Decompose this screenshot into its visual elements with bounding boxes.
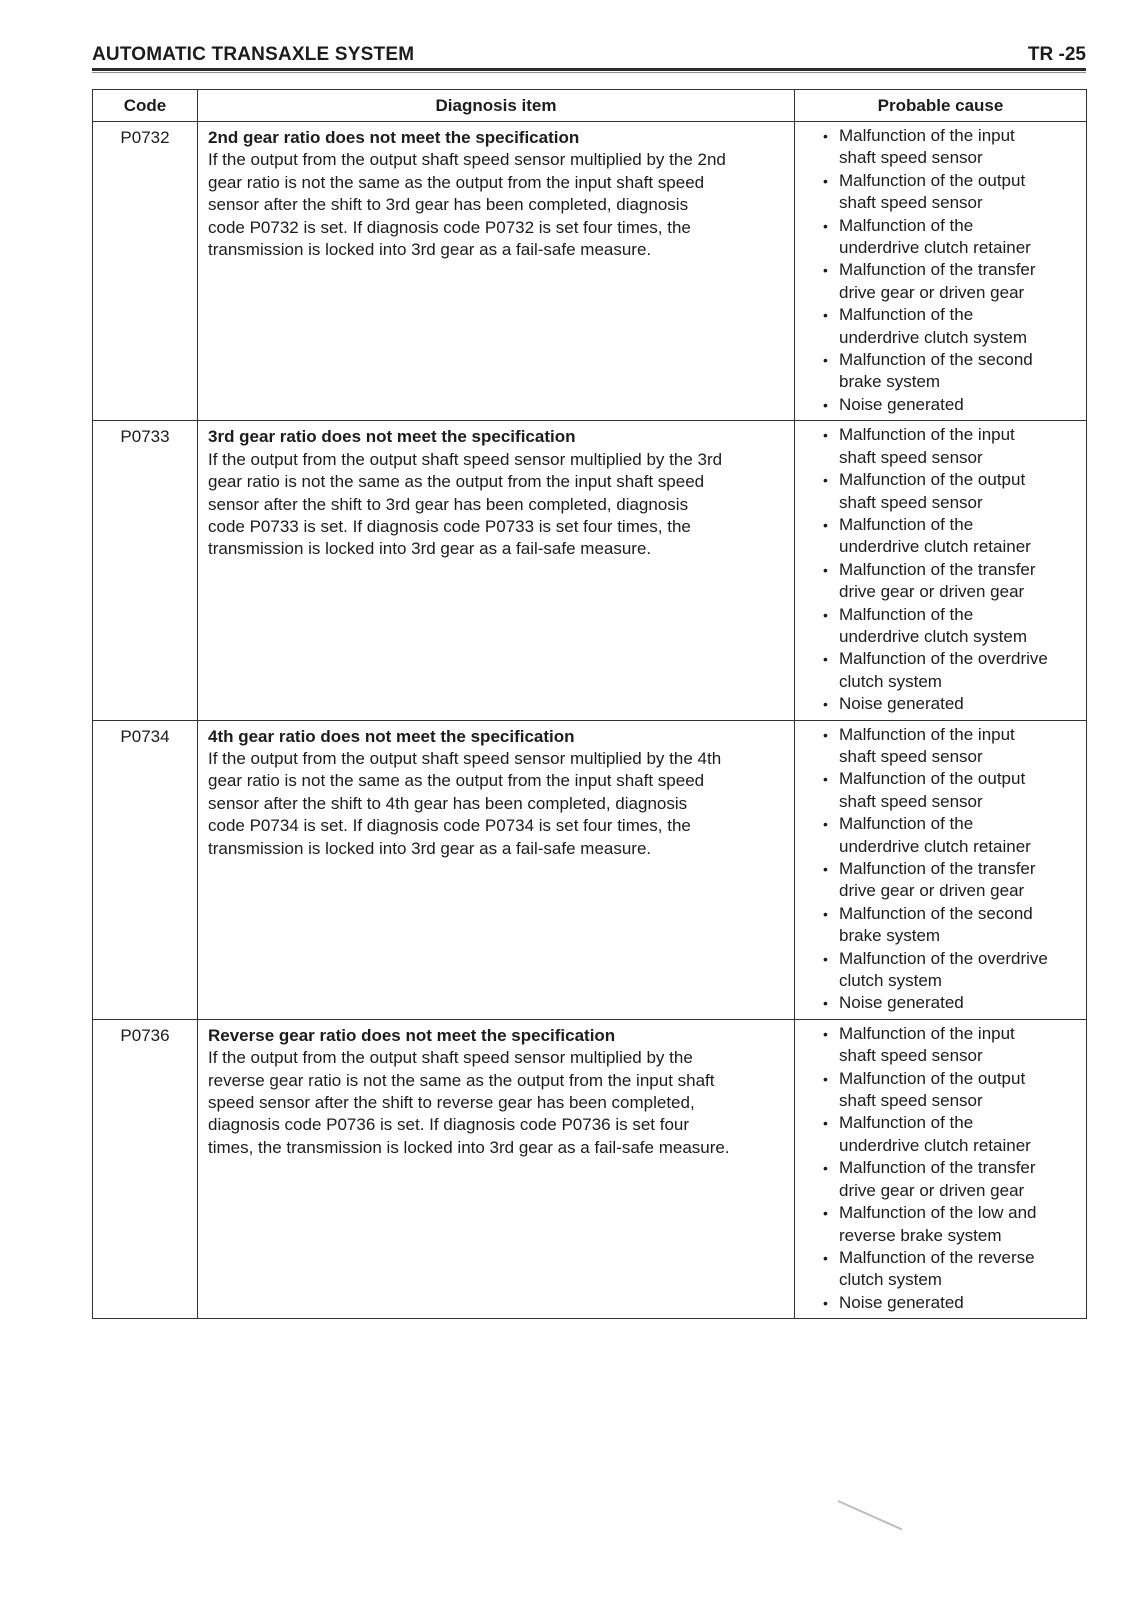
dtc-code: P0734 <box>93 720 198 1019</box>
scan-smudge-mark <box>838 1500 903 1530</box>
cause-list <box>795 724 1082 1015</box>
column-header-code: Code <box>93 90 198 122</box>
probable-cause-cell <box>795 421 1087 720</box>
cause-list <box>795 125 1082 416</box>
cause-item: • Malfunction of the underdrive clutch retainer <box>795 215 1082 260</box>
cause-item: • Malfunction of the transfer drive gear or driven gear <box>795 259 1082 304</box>
cause-item: • Malfunction of the output shaft speed sensor <box>795 469 1082 514</box>
table-row <box>93 122 1087 421</box>
cause-item: • Malfunction of the second brake system <box>795 349 1082 394</box>
cause-item: • Malfunction of the underdrive clutch retainer <box>795 813 1082 858</box>
cause-item: • Malfunction of the underdrive clutch system <box>795 304 1082 349</box>
cause-item: • Noise generated <box>795 693 1082 715</box>
cause-list <box>795 1023 1082 1314</box>
cause-item: • Malfunction of the output shaft speed sensor <box>795 1068 1082 1113</box>
cause-list <box>795 424 1082 715</box>
cause-item: • Noise generated <box>795 394 1082 416</box>
cause-item: • Malfunction of the overdrive clutch system <box>795 948 1082 993</box>
dtc-code: P0732 <box>93 122 198 421</box>
diagnosis-description: If the output from the output shaft speed sensor multiplied by the reverse gear ratio is not the same as the output from the input shaft speed sensor after the shift to reverse gear has been completed, diagnosis code P0736 is set. If diagnosis code P0736 is set four times, the transmission is locked into 3rd gear as a fail-safe measure. <box>208 1048 730 1157</box>
cause-item: • Malfunction of the input shaft speed sensor <box>795 424 1082 469</box>
cause-item: • Malfunction of the output shaft speed sensor <box>795 170 1082 215</box>
cause-item: • Malfunction of the input shaft speed sensor <box>795 1023 1082 1068</box>
cause-item: • Malfunction of the input shaft speed sensor <box>795 125 1082 170</box>
diagnosis-description: If the output from the output shaft speed sensor multiplied by the 3rd gear ratio is not the same as the output from the input shaft speed sensor after the shift to 3rd gear has been completed, diagnosis code P0733 is set. If diagnosis code P0733 is set four times, the transmission is locked into 3rd gear as a fail-safe measure. <box>208 449 723 559</box>
dtc-code: P0733 <box>93 421 198 720</box>
diagnosis-description: If the output from the output shaft speed sensor multiplied by the 2nd gear ratio is not the same as the output from the input shaft speed sensor after the shift to 3rd gear has been completed, diagnosis code P0732 is set. If diagnosis code P0732 is set four times, the transmission is locked into 3rd gear as a fail-safe measure. <box>208 150 726 260</box>
probable-cause-cell <box>795 1019 1087 1318</box>
diagnosis-title: 2nd gear ratio does not meet the specification <box>208 128 580 147</box>
diagnosis-item-cell <box>198 720 795 1019</box>
table-header-row <box>93 90 1087 122</box>
diagnosis-item-cell <box>198 122 795 421</box>
header-rule-thin <box>92 72 1086 73</box>
cause-item: • Noise generated <box>795 1292 1082 1314</box>
cause-item: • Malfunction of the underdrive clutch retainer <box>795 514 1082 559</box>
column-header-diagnosis-item: Diagnosis item <box>198 90 795 122</box>
table-row <box>93 720 1087 1019</box>
diagnosis-item-cell <box>198 1019 795 1318</box>
diagnosis-item-cell <box>198 421 795 720</box>
column-header-probable-cause: Probable cause <box>795 90 1087 122</box>
cause-item: • Malfunction of the reverse clutch system <box>795 1247 1082 1292</box>
table-row <box>93 1019 1087 1318</box>
diagnosis-title: 4th gear ratio does not meet the specification <box>208 726 575 746</box>
dtc-code: P0736 <box>93 1019 198 1318</box>
section-title: AUTOMATIC TRANSAXLE SYSTEM <box>92 44 415 65</box>
diagnosis-description: If the output from the output shaft speed sensor multiplied by the 4th gear ratio is not the same as the output from the input shaft speed sensor after the shift to 4th gear has been completed, diagnosis code P0734 is set. If diagnosis code P0734 is set four times, the transmission is locked into 3rd gear as a fail-safe measure. <box>208 748 722 858</box>
diagnosis-title: 3rd gear ratio does not meet the specification <box>208 427 576 447</box>
cause-item: • Malfunction of the output shaft speed sensor <box>795 768 1082 813</box>
header-rule <box>92 68 1086 71</box>
probable-cause-cell <box>795 122 1087 421</box>
cause-item: • Malfunction of the input shaft speed sensor <box>795 724 1082 769</box>
cause-item: • Malfunction of the transfer drive gear or driven gear <box>795 559 1082 604</box>
cause-item: • Malfunction of the underdrive clutch system <box>795 604 1082 649</box>
cause-item: • Malfunction of the overdrive clutch system <box>795 648 1082 693</box>
cause-item: • Malfunction of the transfer drive gear or driven gear <box>795 858 1082 903</box>
page-number: TR -25 <box>1027 44 1086 65</box>
table-row <box>93 421 1087 720</box>
cause-item: • Malfunction of the low and reverse brake system <box>795 1202 1082 1247</box>
diagnosis-table <box>92 89 1087 1319</box>
diagnosis-title: Reverse gear ratio does not meet the specification <box>208 1025 616 1045</box>
cause-item: • Malfunction of the transfer drive gear or driven gear <box>795 1157 1082 1202</box>
page-header <box>92 44 1086 70</box>
probable-cause-cell <box>795 720 1087 1019</box>
cause-item: • Noise generated <box>795 992 1082 1014</box>
cause-item: • Malfunction of the underdrive clutch retainer <box>795 1112 1082 1157</box>
cause-item: • Malfunction of the second brake system <box>795 903 1082 948</box>
